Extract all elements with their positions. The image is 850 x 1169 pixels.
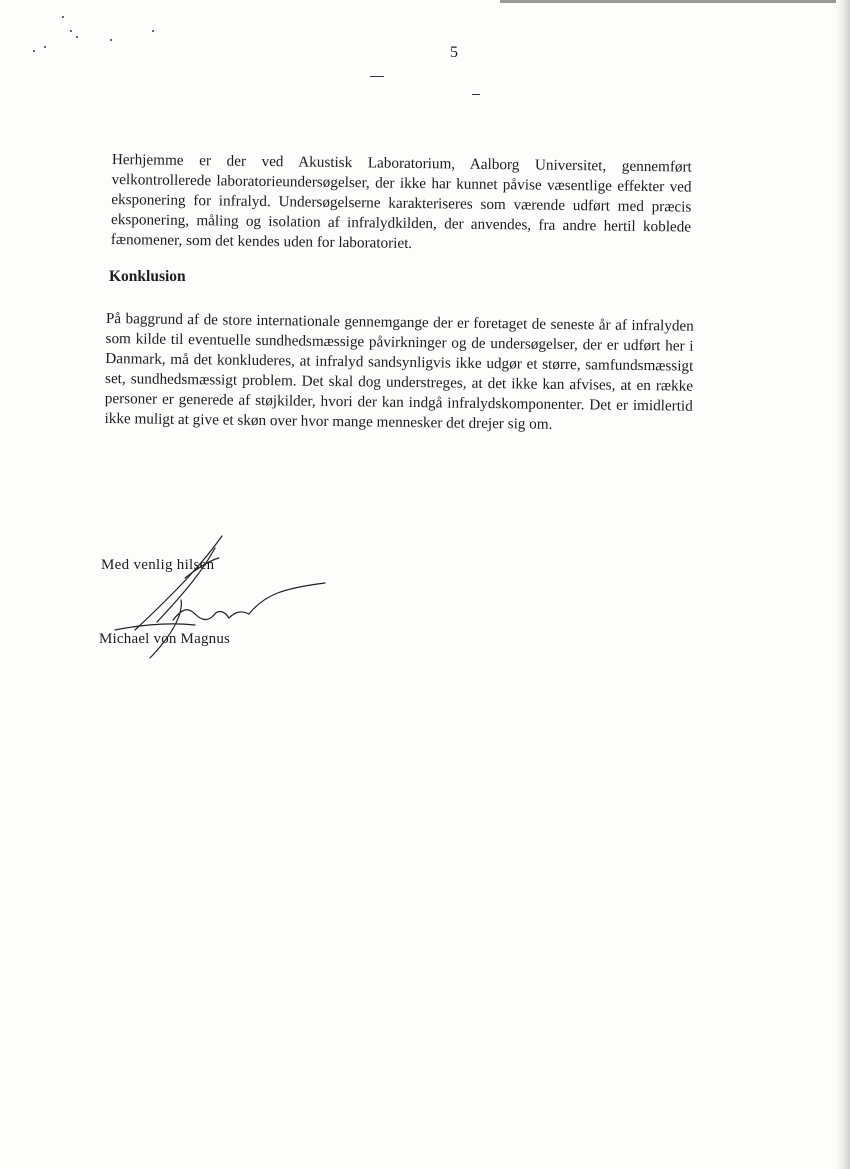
scan-speck	[76, 36, 78, 38]
scan-speck	[44, 46, 46, 48]
handwritten-signature	[95, 530, 335, 665]
scan-speck	[110, 39, 112, 41]
conclusion-paragraph: På baggrund af de store internationale gennemgange der er foretaget de seneste år af infralyden som kilde til eventuelle sundhedsmæssige påvirkninger og de undersøgelser, der er udført her i Danmark, må det konkluderes, at infralyd sandsynligvis ikke udgør et større, samfundsmæssigt set, sundhedsmæssigt problem. Det skal dog understreges, at det ikke kan afvises, at en række personer er generede af støjkilder, hvori der kan indgå infralydskomponenter. Det er imidlertid ikke muligt at give et skøn over hvor mange mennesker det drejer sig om.	[104, 309, 694, 433]
scan-speck	[33, 50, 35, 52]
scan-edge-right	[836, 0, 850, 1169]
signer-name: Michael von Magnus	[99, 631, 231, 647]
scan-edge-top	[500, 0, 850, 3]
page-number: 5	[450, 44, 458, 61]
scan-speck	[70, 30, 72, 32]
section-heading: Konklusion	[109, 268, 186, 285]
scan-mark	[472, 94, 480, 95]
closing-salutation: Med venlig hilsen	[101, 557, 215, 573]
body-paragraph: Herhjemme er der ved Akustisk Laboratorium, Aalborg Universitet, gennemført velkontrollerede laboratorieundersøgelser, der ikke har kunnet påvise væsentlige effekter ved eksponering for infralyd. Undersøgelserne karakteriseres som værende udført med præcis eksponering, måling og isolation af infralydkilden, der anvendes, fra andre hertil koblede fænomener, som det kendes uden for laboratoriet.	[110, 150, 692, 252]
scan-speck	[152, 30, 154, 32]
scan-mark	[370, 76, 384, 77]
scan-speck	[62, 16, 64, 18]
